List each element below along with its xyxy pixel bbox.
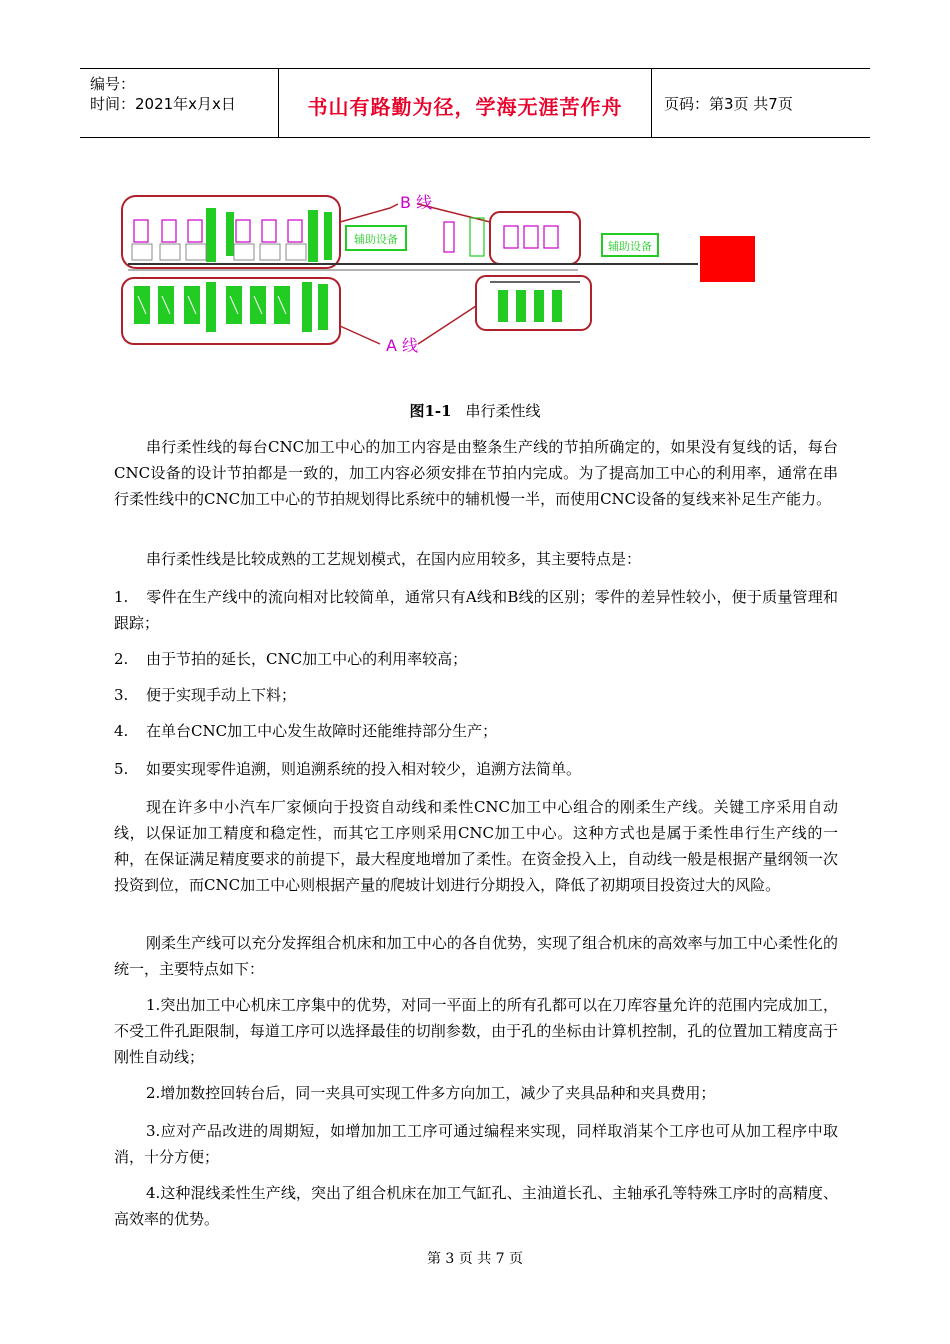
serial-flexible-line-diagram bbox=[118, 186, 768, 361]
mid-lower-machines bbox=[498, 290, 562, 322]
paragraph-4: 刚柔生产线可以充分发挥组合机床和加工中心的各自优势，实现了组合机床的高效率与加工中心柔性化的统一，主要特点如下： bbox=[114, 934, 838, 978]
list-item: 3. 便于实现手动上下料； bbox=[114, 686, 297, 704]
b-line-link bbox=[340, 204, 398, 222]
paragraph-3: 现在许多中小汽车厂家倾向于投资自动线和柔性CNC加工中心组合的刚柔生产线。关键工序采用自动线，以保证加工精度和稳定性，而其它工序则采用CNC加工中心。这种方式也是属于柔性串行生产线的一种，在保证满足精度要求的前提下，最大程度地增加了柔性。在资金投入上，自动线一般是根据产量纲领一次投资到位，而CNC加工中心则根据产量的爬坡计划进行分期投入，降低了初期项目投资过大的风险。 bbox=[114, 798, 838, 894]
list-item: 2. 由于节拍的延长，CNC加工中心的利用率较高； bbox=[114, 650, 468, 668]
page-header bbox=[80, 68, 870, 138]
page-footer: 第 3 页 共 7 页 bbox=[426, 1251, 524, 1267]
list-item: 1. 零件在生产线中的流向相对比较简单，通常只有A线和B线的区别；零件的差异性较小，便于质量管理和跟踪； bbox=[114, 588, 838, 632]
mid-machines bbox=[444, 218, 558, 256]
a-line-label: A 线 bbox=[386, 336, 419, 355]
a-line-link bbox=[340, 326, 380, 344]
feature-4: 4.这种混线柔性生产线，突出了组合机床在加工气缸孔、主油道长孔、主轴承孔等特殊工序时的高精度、高效率的优势。 bbox=[114, 1184, 838, 1228]
feature-2: 2.增加数控回转台后，同一夹具可实现工件多方向加工，减少了夹具品种和夹具费用； bbox=[146, 1084, 716, 1102]
header-left-cell bbox=[80, 69, 279, 137]
feature-1: 1.突出加工中心机床工序集中的优势，对同一平面上的所有孔都可以在刀库容量允许的范围内完成加工，不受工件孔距限制，每道工序可以选择最佳的切削参数，由于孔的坐标由计算机控制，孔的位置加工精度高于刚性自动线； bbox=[114, 996, 838, 1066]
paragraph-2: 串行柔性线是比较成熟的工艺规划模式，在国内应用较多，其主要特点是： bbox=[146, 550, 642, 568]
figure-caption bbox=[0, 400, 950, 421]
aux-equipment-1-label: 辅助设备 bbox=[354, 233, 398, 246]
b-line-machine-columns bbox=[206, 208, 332, 262]
end-block bbox=[700, 236, 755, 282]
b-line-machine-bases bbox=[132, 244, 306, 260]
b-line-label: B 线 bbox=[400, 193, 433, 212]
a-line-machines bbox=[134, 282, 328, 332]
list-item: 4. 在单台CNC加工中心发生故障时还能维持部分生产； bbox=[114, 722, 498, 740]
feature-3: 3.应对产品改进的周期短，如增加加工工序可通过编程来实现，同样取消某个工序也可从加工程序中取消，十分方便； bbox=[114, 1122, 838, 1166]
aux-equipment-2-label: 辅助设备 bbox=[608, 240, 652, 253]
paragraph-1: 串行柔性线的每台CNC加工中心的加工内容是由整条生产线的节拍所确定的，如果没有复线的话，每台CNC设备的设计节拍都是一致的，加工内容必须安排在节拍内完成。为了提高加工中心的利用率，通常在串行柔性线中的CNC加工中心的节拍规划得比系统中的辅机慢一半，而使用CNC设备的复线来补足生产能力。 bbox=[114, 438, 838, 508]
caption-text: 串行柔性线 bbox=[465, 402, 541, 420]
a-line-link-2 bbox=[418, 306, 476, 344]
document-number: 编号： bbox=[90, 75, 136, 93]
motto: 书山有路勤为径，学海无涯苦作舟 bbox=[307, 95, 623, 119]
list-item: 5. 如要实现零件追溯，则追溯系统的投入相对较少，追溯方法简单。 bbox=[114, 760, 582, 778]
b-line-machines bbox=[134, 220, 302, 242]
a-line-end-group-outline bbox=[476, 276, 591, 330]
page-info: 页码：第3页 共7页 bbox=[664, 95, 793, 113]
document-date: 时间：2021年x月x日 bbox=[90, 95, 236, 113]
header-motto-cell bbox=[279, 69, 652, 137]
header-page-cell bbox=[652, 69, 870, 137]
caption-number: 图1-1 bbox=[409, 402, 452, 420]
